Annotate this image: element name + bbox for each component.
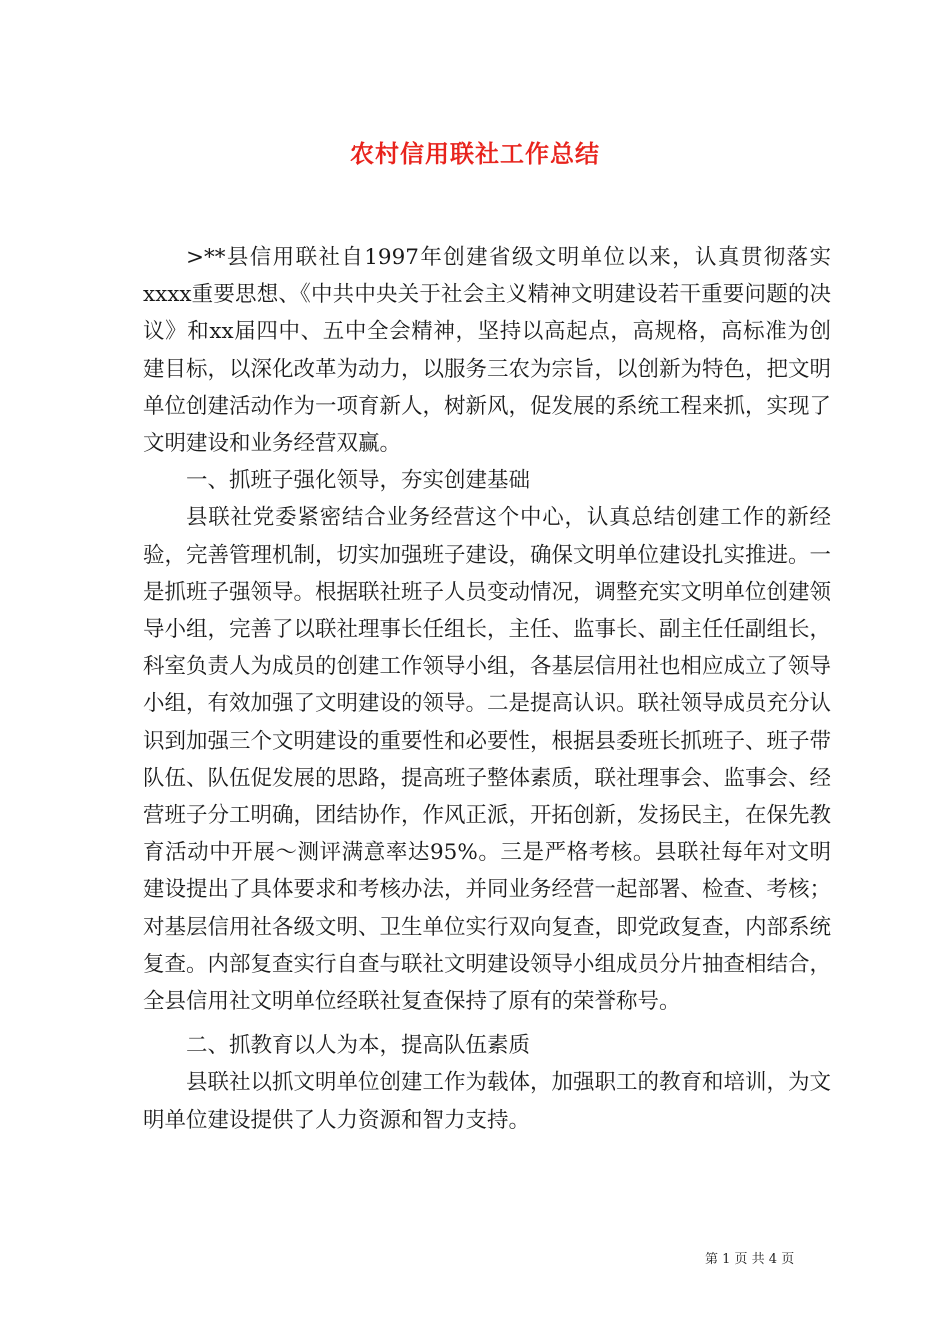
document-title: 农村信用联社工作总结: [350, 139, 600, 168]
paragraph-intro: >**县信用联社自1997年创建省级文明单位以来，认真贯彻落实xxxx重要思想、《中共中央关于社会主义精神文明建设若干重要问题的决议》和xx届四中、五中全会精神，坚持以高起点，高规格，高标准为创建目标，以深化改革为动力，以服务三农为宗旨，以创新为特色，把文明单位创建活动作为一项育新人，树新风，促发展的系统工程来抓，实现了文明建设和业务经营双赢。: [143, 245, 832, 457]
paragraph-section-1: 县联社党委紧密结合业务经营这个中心，认真总结创建工作的新经验，完善管理机制，切实加强班子建设，确保文明单位建设扎实推进。一是抓班子强领导。根据联社班子人员变动情况，调整充实文明单位创建领导小组，完善了以联社理事长任组长，主任、监事长、副主任任副组长，科室负责人为成员的创建工作领导小组，各基层信用社也相应成立了领导小组，有效加强了文明建设的领导。二是提高认识。联社领导成员充分认识到加强三个文明建设的重要性和必要性，根据县委班长抓班子、班子带队伍、队伍促发展的思路，提高班子整体素质，联社理事会、监事会、经营班子分工明确，团结协作，作风正派，开拓创新，发扬民主，在保先教育活动中开展～测评满意率达95%。三是严格考核。县联社每年对文明建设提出了具体要求和考核办法，并同业务经营一起部署、检查、考核；对基层信用社各级文明、卫生单位实行双向复查，即党政复查，内部系统复查。内部复查实行自查与联社文明建设领导小组成员分片抽查相结合，全县信用社文明单位经联社复查保持了原有的荣誉称号。: [143, 505, 832, 1015]
section-heading-2: 二、抓教育以人为本，提高队伍素质: [186, 1033, 531, 1059]
page-number-footer: 第 1 页 共 4 页: [705, 1252, 795, 1267]
paragraph-section-2: 县联社以抓文明单位创建工作为载体，加强职工的教育和培训，为文明单位建设提供了人力资源和智力支持。: [143, 1070, 832, 1133]
document-body: [143, 239, 831, 1139]
section-heading-1: 一、抓班子强化领导，夯实创建基础: [186, 468, 531, 494]
